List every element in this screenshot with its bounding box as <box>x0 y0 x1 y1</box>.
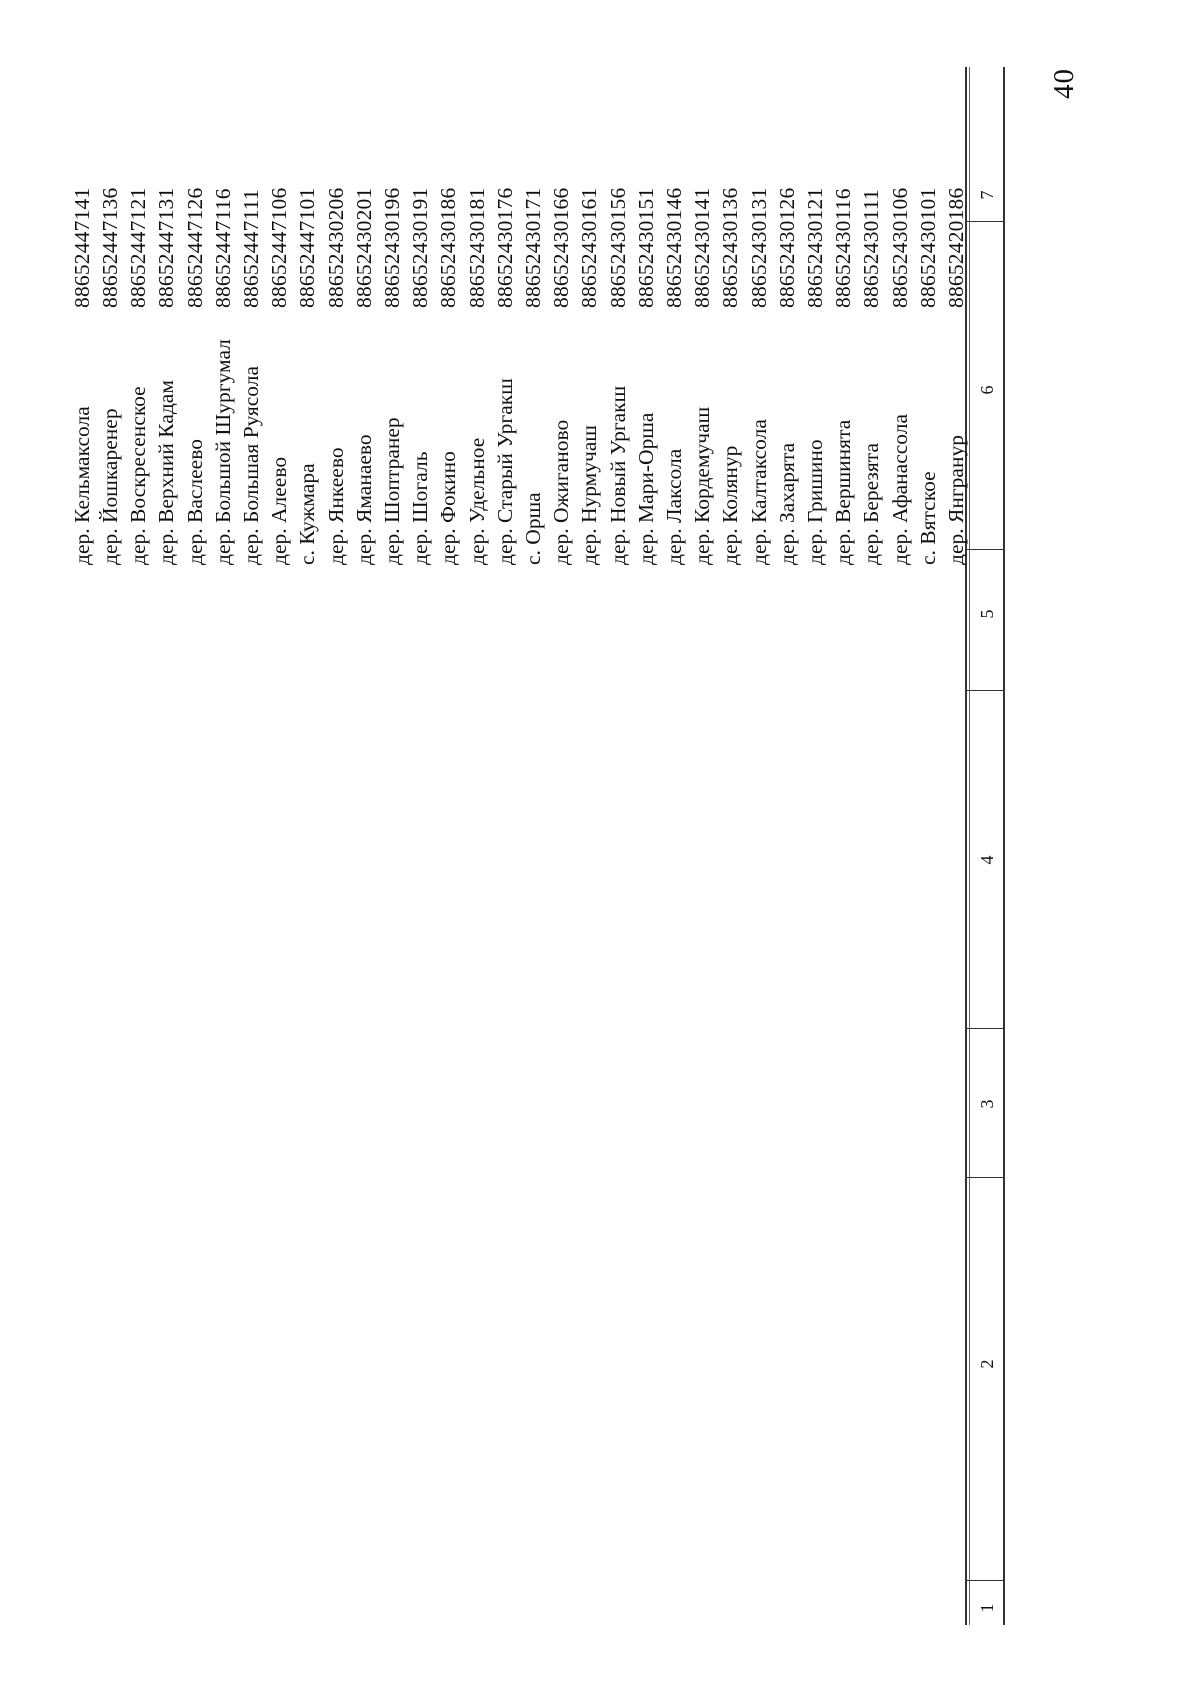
settlement-code: 88652447116 <box>210 188 235 308</box>
settlement-name: дер. Шогаль <box>408 451 433 565</box>
settlement-code: 88652430181 <box>464 187 489 308</box>
settlement-code: 88652447131 <box>154 187 179 308</box>
settlement-code: 88652430141 <box>690 187 715 308</box>
settlement-code: 88652430116 <box>831 188 856 308</box>
settlement-name: дер. Березята <box>859 442 884 565</box>
column-divider <box>966 549 1004 550</box>
settlement-name: дер. Вершинята <box>831 419 856 565</box>
settlement-name: дер. Воскресенское <box>126 386 151 565</box>
settlement-code: 88652430121 <box>803 187 827 308</box>
page-number: 40 <box>1048 68 1080 99</box>
settlement-code: 88652430146 <box>662 187 686 308</box>
settlement-name: дер. Большая Руясола <box>239 365 263 565</box>
column-number-4: 4 <box>977 855 997 865</box>
settlement-code: 88652430206 <box>323 187 348 308</box>
column-number-1: 1 <box>977 1603 997 1613</box>
settlement-code: 88652430191 <box>408 187 433 308</box>
settlement-name: дер. Старый Ургакш <box>492 378 517 565</box>
settlement-name: дер. Калтаксола <box>746 419 771 565</box>
settlement-name: дер. Янкеево <box>323 447 348 565</box>
settlement-code: 88652430111 <box>859 189 884 308</box>
settlement-code: 88652430196 <box>380 187 404 308</box>
settlement-code: 88652447106 <box>267 187 292 308</box>
settlement-code: 88652447111 <box>239 189 263 308</box>
column-divider <box>966 690 1004 691</box>
settlement-code: 88652420186 <box>944 187 968 308</box>
settlement-name: дер. Большой Шургумал <box>210 339 235 565</box>
settlement-name: дер. Йошкаренер <box>98 408 122 565</box>
table-header-inner-rule <box>969 67 970 1625</box>
settlement-code: 88652447101 <box>295 187 320 308</box>
column-number-3: 3 <box>977 1099 997 1109</box>
column-divider <box>966 1028 1004 1029</box>
settlement-name: дер. Афанассола <box>887 413 912 565</box>
settlement-code: 88652430171 <box>521 187 545 308</box>
settlement-code: 88652430131 <box>746 187 771 308</box>
settlement-name: дер. Удельное <box>464 437 489 565</box>
column-divider <box>966 221 1004 222</box>
settlement-code: 88652430106 <box>887 187 912 308</box>
settlement-name: дер. Лаксола <box>662 448 686 565</box>
settlement-name: дер. Захарята <box>774 442 799 565</box>
settlement-name: дер. Новый Ургакш <box>605 385 630 565</box>
settlement-name: дер. Васлеево <box>182 439 207 565</box>
settlement-code: 88652430176 <box>492 187 517 308</box>
settlement-code: 88652430201 <box>351 187 376 308</box>
settlement-code: 88652430186 <box>436 187 461 308</box>
settlement-code: 88652430161 <box>577 187 602 308</box>
column-divider <box>966 1580 1004 1581</box>
settlement-code: 88652430156 <box>605 187 630 308</box>
settlement-name: дер. Мари-Орша <box>633 412 658 565</box>
settlement-name: дер. Алеево <box>267 456 292 565</box>
settlement-code: 88652447141 <box>69 187 94 308</box>
column-number-7: 7 <box>977 190 997 200</box>
settlement-name: с. Кужмара <box>295 463 320 565</box>
settlement-name: дер. Колянур <box>718 445 743 565</box>
settlement-code: 88652430166 <box>549 187 574 308</box>
settlement-name: дер. Шоптранер <box>380 417 404 565</box>
settlement-code: 88652430101 <box>915 187 940 308</box>
settlement-name: дер. Кельмаксола <box>69 406 94 565</box>
settlement-name: дер. Верхний Кадам <box>154 380 179 565</box>
settlement-code: 88652430151 <box>633 187 658 308</box>
settlement-name: дер. Нурмучаш <box>577 425 602 565</box>
settlement-code: 88652447136 <box>98 187 122 308</box>
settlement-name: дер. Ожиганово <box>549 419 574 565</box>
settlement-name: с. Орша <box>521 492 545 565</box>
settlement-name: дер. Кордемучаш <box>690 406 715 565</box>
settlement-name: дер. Гришино <box>803 439 827 565</box>
settlement-code: 88652430136 <box>718 187 743 308</box>
settlement-code: 88652430126 <box>774 187 799 308</box>
column-number-5: 5 <box>977 609 997 619</box>
table-header-top-rule <box>1003 67 1005 1625</box>
settlement-name: с. Вятское <box>915 471 940 565</box>
settlement-code: 88652447121 <box>126 187 151 308</box>
settlement-name: дер. Яманаево <box>351 434 376 565</box>
column-divider <box>966 1177 1004 1178</box>
column-number-6: 6 <box>977 385 997 395</box>
settlement-name: дер. Фокино <box>436 451 461 565</box>
column-number-2: 2 <box>977 1359 997 1369</box>
settlement-name: дер. Янгранур <box>944 435 968 565</box>
settlement-code: 88652447126 <box>182 187 207 308</box>
